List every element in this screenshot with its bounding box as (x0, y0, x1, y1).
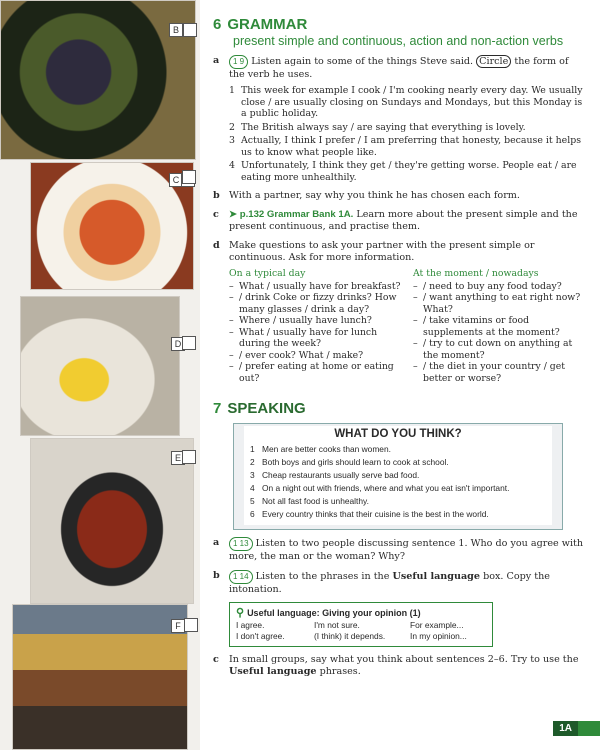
item-text: / take vitamins or food supplements at the moment? (423, 315, 560, 338)
exercise-instruction: Listen again to some of the things Steve said. (251, 56, 474, 67)
grammar-exercise-c (213, 209, 585, 233)
column-heading: On a typical day (229, 268, 306, 279)
exercise-instruction-cont: phrases. (319, 666, 361, 677)
item-number: 1 (250, 444, 255, 454)
exercise-instruction: With a partner, say why you think he has chosen each form. (229, 190, 520, 201)
speaking-exercise-c (213, 654, 585, 678)
list-item: – What / usually have for breakfast? (229, 280, 401, 292)
item-text: / drink Coke or fizzy drinks? How many glasses / drink a day? (239, 292, 397, 315)
magnifier-icon: ⚲ (236, 607, 245, 619)
useful-phrases (236, 620, 486, 642)
item-number: 5 (250, 496, 255, 506)
what-do-you-think-box (233, 423, 563, 530)
item-text: / want anything to eat right now? What? (423, 292, 581, 315)
item-number: 3 (250, 470, 255, 480)
item-text: / ever cook? What / make? (239, 349, 364, 361)
box-title: WHAT DO YOU THINK? (244, 426, 552, 440)
photo-answer-box-d[interactable] (182, 336, 196, 350)
list-item: – / prefer eating at home or eating out? (229, 361, 401, 384)
list-item (229, 135, 585, 158)
speaking-section-title: SPEAKING (227, 400, 306, 417)
page-badge: 1A (553, 721, 578, 736)
exercise-instruction: Learn more about the present simple and the present continuous, and practise them. (229, 209, 578, 232)
item-number: 4 (229, 160, 235, 171)
exercise-instruction: Listen to the phrases in the (255, 571, 390, 582)
item-number: 3 (229, 135, 235, 146)
exercise-instruction: Listen to two people discussing sentence 1. Who do you agree with more, the man or the woman? Why? (229, 538, 584, 562)
photo-d-dessert (20, 296, 180, 436)
photo-label-b: B (169, 23, 183, 37)
photo-answer-box-b[interactable] (183, 23, 197, 37)
grammar-exercise-a (213, 55, 585, 81)
list-item (250, 443, 546, 456)
exercise-instruction-cont: box. Copy the intonation. (229, 571, 550, 595)
item-text[interactable]: Actually, I think I prefer / I am preferring that honesty, because it helps us to know what people like. (241, 135, 582, 158)
item-text: / need to buy any food today? (423, 280, 562, 292)
list-item (229, 85, 585, 120)
useful-language-ref: Useful language (229, 666, 317, 677)
item-text: Cheap restaurants usually serve bad food. (262, 470, 420, 480)
photo-b-mussels (0, 0, 196, 160)
phrase: I don't agree. (236, 631, 285, 641)
list-item: – Where / usually have lunch? (229, 315, 372, 326)
list-item (250, 469, 546, 482)
grammar-section-number: 6 (213, 16, 222, 33)
column-heading: At the moment / nowadays (413, 268, 539, 279)
item-text: / the diet in your country / get better or worse? (423, 361, 565, 384)
list-item: – / the diet in your country / get better or worse? (413, 361, 585, 384)
page-edge-bar (578, 721, 600, 736)
grammar-exercise-b (213, 190, 585, 202)
photo-answer-box-f[interactable] (184, 618, 198, 632)
statement-list (244, 440, 552, 525)
list-item: – / ever cook? What / make? (229, 349, 364, 361)
item-number: 6 (250, 509, 255, 519)
exercise-letter: c (213, 209, 219, 220)
item-text: Not all fast food is unhealthy. (262, 496, 369, 506)
list-item: – What / usually have for lunch during the week? (229, 327, 401, 350)
exercise-letter: b (213, 190, 220, 201)
exercise-letter: b (213, 570, 220, 581)
list-item: – / take vitamins or food supplements at the moment? (413, 315, 585, 338)
exercise-instruction: In small groups, say what you think about sentences 2–6. Try to use the (229, 654, 579, 665)
list-item (250, 508, 546, 521)
list-item (250, 482, 546, 495)
list-item (229, 160, 585, 183)
grammar-section-title: GRAMMAR (227, 16, 308, 33)
item-text: On a night out with friends, where and what you eat isn't important. (262, 483, 510, 493)
useful-language-box (229, 602, 493, 647)
speaking-exercise-a (213, 537, 585, 563)
list-item: – / want anything to eat right now? What? (413, 292, 585, 315)
item-text: What / usually have for lunch during the week? (239, 326, 378, 349)
item-text: Where / usually have lunch? (239, 315, 372, 326)
item-number: 2 (229, 121, 235, 133)
phrase: For example... (410, 620, 464, 630)
grammar-exercise-d (213, 240, 585, 264)
useful-language-ref: Useful language (392, 571, 480, 582)
list-item (250, 456, 546, 469)
exercise-content (213, 14, 585, 678)
list-item: – / need to buy any food today? (413, 280, 562, 292)
grammar-section (213, 14, 585, 384)
audio-track-icon[interactable]: 1 13 (229, 537, 253, 551)
item-text: / try to cut down on anything at the moment? (423, 338, 573, 361)
photo-answer-box-c2[interactable] (182, 170, 196, 184)
audio-track-icon[interactable]: 1 9 (229, 55, 248, 69)
item-text[interactable]: The British always say / are saying that everything is lovely. (241, 121, 526, 133)
item-text: What / usually have for breakfast? (239, 280, 401, 292)
circled-word: Circle (476, 55, 511, 68)
item-text[interactable]: This week for example I cook / I'm cooking nearly every day. We usually close / are usually closing on Sundays and Mondays, but this Monday is a public holiday. (241, 85, 583, 119)
speaking-section-number: 7 (213, 400, 222, 417)
photo-answer-box-e[interactable] (182, 450, 196, 464)
list-item: – / drink Coke or fizzy drinks? How many glasses / drink a day? (229, 292, 401, 315)
photo-label-c: C (169, 173, 183, 187)
photo-e-stew-pot (30, 438, 194, 604)
item-text: Both boys and girls should learn to cook at school. (262, 457, 449, 467)
exercise-letter: c (213, 654, 219, 665)
phrase: I'm not sure. (314, 620, 360, 630)
list-item (250, 495, 546, 508)
phrase: In my opinion... (410, 631, 467, 641)
item-number: 4 (250, 483, 255, 493)
photo-f-market (12, 604, 188, 750)
photo-column (0, 0, 200, 750)
list-item (229, 122, 585, 134)
exercise-letter: a (213, 55, 220, 66)
useful-language-title: Useful language: Giving your opinion (1) (247, 608, 421, 618)
exercise-letter: d (213, 240, 220, 251)
item-text[interactable]: Unfortunately, I think they get / they're getting worse. People eat / are eating more unhealthily. (241, 160, 577, 183)
phrase: I agree. (236, 620, 265, 630)
photo-label-f: F (171, 619, 185, 633)
typical-day-column (229, 268, 401, 384)
question-prompts (229, 268, 585, 384)
exercise-instruction-cont: the form of the verb he uses. (229, 56, 569, 80)
speaking-exercise-b (213, 570, 585, 596)
grammar-sentence-list (229, 85, 585, 183)
item-text: / prefer eating at home or eating out? (239, 361, 394, 384)
item-text: Men are better cooks than women. (262, 444, 391, 454)
item-number: 2 (250, 457, 255, 467)
item-text: Every country thinks that their cuisine is the best in the world. (262, 509, 489, 519)
photo-c-seafood-plate (30, 162, 194, 290)
exercise-instruction: Make questions to ask your partner with the present simple or continuous. Ask for more information. (229, 240, 535, 263)
photo-label-d: D (171, 337, 185, 351)
grammar-subtitle: present simple and continuous, action and non-action verbs (233, 34, 564, 48)
audio-track-icon[interactable]: 1 14 (229, 570, 253, 584)
photo-label-e: E (171, 451, 185, 465)
speaking-section (213, 398, 585, 678)
grammar-bank-link[interactable]: ➤ p.132 Grammar Bank 1A. (229, 209, 354, 220)
list-item: – / try to cut down on anything at the moment? (413, 338, 585, 361)
exercise-letter: a (213, 537, 220, 548)
phrase: (I think) it depends. (314, 631, 386, 641)
item-number: 1 (229, 85, 235, 96)
at-the-moment-column (413, 268, 585, 384)
